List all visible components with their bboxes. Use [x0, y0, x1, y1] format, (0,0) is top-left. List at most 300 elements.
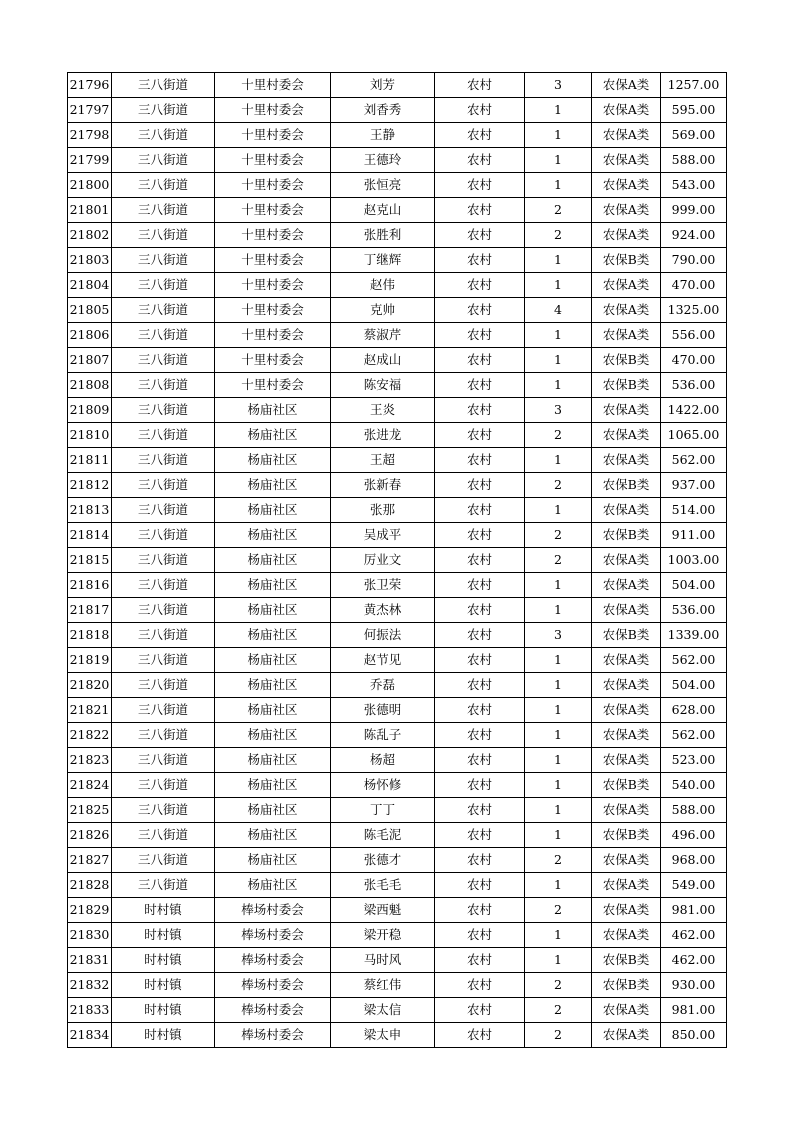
- community-cell: 十里村委会: [215, 198, 331, 223]
- community-cell: 杨庙社区: [215, 598, 331, 623]
- row-number-cell: 21819: [68, 648, 112, 673]
- count-cell: 1: [525, 323, 592, 348]
- street-cell: 三八街道: [112, 523, 215, 548]
- area-type-cell: 农村: [435, 223, 525, 248]
- amount-cell: 981.00: [661, 898, 727, 923]
- area-type-cell: 农村: [435, 548, 525, 573]
- area-type-cell: 农村: [435, 923, 525, 948]
- count-cell: 1: [525, 98, 592, 123]
- amount-cell: 850.00: [661, 1023, 727, 1048]
- count-cell: 1: [525, 798, 592, 823]
- area-type-cell: 农村: [435, 448, 525, 473]
- amount-cell: 1422.00: [661, 398, 727, 423]
- community-cell: 棒场村委会: [215, 948, 331, 973]
- count-cell: 1: [525, 373, 592, 398]
- name-cell: 蔡淑芹: [331, 323, 435, 348]
- area-type-cell: 农村: [435, 898, 525, 923]
- name-cell: 张胜利: [331, 223, 435, 248]
- count-cell: 1: [525, 348, 592, 373]
- area-type-cell: 农村: [435, 323, 525, 348]
- table-row: [68, 323, 727, 348]
- street-cell: 三八街道: [112, 498, 215, 523]
- category-cell: 农保B类: [592, 823, 661, 848]
- street-cell: 三八街道: [112, 798, 215, 823]
- category-cell: 农保A类: [592, 1023, 661, 1048]
- area-type-cell: 农村: [435, 748, 525, 773]
- street-cell: 三八街道: [112, 423, 215, 448]
- category-cell: 农保A类: [592, 748, 661, 773]
- name-cell: 赵克山: [331, 198, 435, 223]
- amount-cell: 504.00: [661, 673, 727, 698]
- count-cell: 3: [525, 623, 592, 648]
- name-cell: 刘香秀: [331, 98, 435, 123]
- name-cell: 张那: [331, 498, 435, 523]
- count-cell: 1: [525, 273, 592, 298]
- category-cell: 农保B类: [592, 773, 661, 798]
- amount-cell: 523.00: [661, 748, 727, 773]
- community-cell: 杨庙社区: [215, 398, 331, 423]
- amount-cell: 462.00: [661, 948, 727, 973]
- amount-cell: 496.00: [661, 823, 727, 848]
- table-row: [68, 298, 727, 323]
- community-cell: 十里村委会: [215, 373, 331, 398]
- amount-cell: 911.00: [661, 523, 727, 548]
- name-cell: 何振法: [331, 623, 435, 648]
- row-number-cell: 21797: [68, 98, 112, 123]
- count-cell: 2: [525, 423, 592, 448]
- community-cell: 杨庙社区: [215, 673, 331, 698]
- area-type-cell: 农村: [435, 948, 525, 973]
- amount-cell: 981.00: [661, 998, 727, 1023]
- amount-cell: 588.00: [661, 798, 727, 823]
- row-number-cell: 21803: [68, 248, 112, 273]
- category-cell: 农保A类: [592, 923, 661, 948]
- community-cell: 杨庙社区: [215, 623, 331, 648]
- amount-cell: 470.00: [661, 348, 727, 373]
- street-cell: 三八街道: [112, 748, 215, 773]
- area-type-cell: 农村: [435, 273, 525, 298]
- name-cell: 马时风: [331, 948, 435, 973]
- count-cell: 1: [525, 948, 592, 973]
- count-cell: 2: [525, 223, 592, 248]
- community-cell: 十里村委会: [215, 273, 331, 298]
- community-cell: 十里村委会: [215, 98, 331, 123]
- category-cell: 农保A类: [592, 798, 661, 823]
- table-row: [68, 73, 727, 98]
- row-number-cell: 21820: [68, 673, 112, 698]
- name-cell: 梁西魁: [331, 898, 435, 923]
- name-cell: 杨超: [331, 748, 435, 773]
- count-cell: 1: [525, 173, 592, 198]
- street-cell: 三八街道: [112, 648, 215, 673]
- count-cell: 2: [525, 898, 592, 923]
- row-number-cell: 21799: [68, 148, 112, 173]
- community-cell: 十里村委会: [215, 248, 331, 273]
- category-cell: 农保B类: [592, 348, 661, 373]
- amount-cell: 549.00: [661, 873, 727, 898]
- area-type-cell: 农村: [435, 173, 525, 198]
- category-cell: 农保A类: [592, 73, 661, 98]
- amount-cell: 562.00: [661, 448, 727, 473]
- street-cell: 三八街道: [112, 298, 215, 323]
- row-number-cell: 21827: [68, 848, 112, 873]
- street-cell: 三八街道: [112, 848, 215, 873]
- row-number-cell: 21798: [68, 123, 112, 148]
- area-type-cell: 农村: [435, 973, 525, 998]
- name-cell: 丁继辉: [331, 248, 435, 273]
- name-cell: 赵节见: [331, 648, 435, 673]
- table-row: [68, 598, 727, 623]
- name-cell: 丁丁: [331, 798, 435, 823]
- category-cell: 农保A类: [592, 448, 661, 473]
- category-cell: 农保B类: [592, 373, 661, 398]
- count-cell: 1: [525, 873, 592, 898]
- category-cell: 农保A类: [592, 673, 661, 698]
- community-cell: 杨庙社区: [215, 473, 331, 498]
- community-cell: 杨庙社区: [215, 748, 331, 773]
- street-cell: 三八街道: [112, 873, 215, 898]
- table-row: [68, 148, 727, 173]
- count-cell: 1: [525, 573, 592, 598]
- row-number-cell: 21811: [68, 448, 112, 473]
- street-cell: 三八街道: [112, 373, 215, 398]
- table-row: [68, 798, 727, 823]
- name-cell: 乔磊: [331, 673, 435, 698]
- table-row: [68, 1023, 727, 1048]
- category-cell: 农保A类: [592, 723, 661, 748]
- count-cell: 1: [525, 823, 592, 848]
- category-cell: 农保A类: [592, 223, 661, 248]
- street-cell: 三八街道: [112, 223, 215, 248]
- category-cell: 农保B类: [592, 523, 661, 548]
- row-number-cell: 21816: [68, 573, 112, 598]
- table-row: [68, 173, 727, 198]
- count-cell: 2: [525, 548, 592, 573]
- street-cell: 三八街道: [112, 623, 215, 648]
- amount-cell: 595.00: [661, 98, 727, 123]
- name-cell: 黄杰林: [331, 598, 435, 623]
- table-row: [68, 123, 727, 148]
- row-number-cell: 21796: [68, 73, 112, 98]
- community-cell: 棒场村委会: [215, 973, 331, 998]
- count-cell: 1: [525, 248, 592, 273]
- area-type-cell: 农村: [435, 798, 525, 823]
- name-cell: 陈乱子: [331, 723, 435, 748]
- street-cell: 时村镇: [112, 898, 215, 923]
- name-cell: 张德才: [331, 848, 435, 873]
- row-number-cell: 21804: [68, 273, 112, 298]
- row-number-cell: 21830: [68, 923, 112, 948]
- row-number-cell: 21805: [68, 298, 112, 323]
- category-cell: 农保A类: [592, 998, 661, 1023]
- row-number-cell: 21826: [68, 823, 112, 848]
- category-cell: 农保A类: [592, 648, 661, 673]
- count-cell: 1: [525, 648, 592, 673]
- street-cell: 三八街道: [112, 248, 215, 273]
- category-cell: 农保A类: [592, 698, 661, 723]
- area-type-cell: 农村: [435, 848, 525, 873]
- category-cell: 农保A类: [592, 148, 661, 173]
- table-row: [68, 673, 727, 698]
- area-type-cell: 农村: [435, 398, 525, 423]
- row-number-cell: 21817: [68, 598, 112, 623]
- area-type-cell: 农村: [435, 373, 525, 398]
- name-cell: 陈毛泥: [331, 823, 435, 848]
- name-cell: 克帅: [331, 298, 435, 323]
- community-cell: 十里村委会: [215, 148, 331, 173]
- table-row: [68, 623, 727, 648]
- row-number-cell: 21815: [68, 548, 112, 573]
- area-type-cell: 农村: [435, 73, 525, 98]
- name-cell: 张进龙: [331, 423, 435, 448]
- table-row: [68, 273, 727, 298]
- name-cell: 张毛毛: [331, 873, 435, 898]
- name-cell: 梁开稳: [331, 923, 435, 948]
- amount-cell: 588.00: [661, 148, 727, 173]
- name-cell: 吴成平: [331, 523, 435, 548]
- table-row: [68, 248, 727, 273]
- category-cell: 农保B类: [592, 973, 661, 998]
- category-cell: 农保A类: [592, 273, 661, 298]
- category-cell: 农保A类: [592, 298, 661, 323]
- row-number-cell: 21800: [68, 173, 112, 198]
- table-row: [68, 823, 727, 848]
- area-type-cell: 农村: [435, 498, 525, 523]
- table-row: [68, 373, 727, 398]
- row-number-cell: 21832: [68, 973, 112, 998]
- community-cell: 棒场村委会: [215, 898, 331, 923]
- community-cell: 杨庙社区: [215, 873, 331, 898]
- name-cell: 王静: [331, 123, 435, 148]
- area-type-cell: 农村: [435, 198, 525, 223]
- category-cell: 农保A类: [592, 323, 661, 348]
- table-row: [68, 473, 727, 498]
- count-cell: 2: [525, 998, 592, 1023]
- table-row: [68, 723, 727, 748]
- area-type-cell: 农村: [435, 648, 525, 673]
- category-cell: 农保A类: [592, 573, 661, 598]
- count-cell: 1: [525, 923, 592, 948]
- row-number-cell: 21801: [68, 198, 112, 223]
- amount-cell: 628.00: [661, 698, 727, 723]
- row-number-cell: 21833: [68, 998, 112, 1023]
- count-cell: 1: [525, 148, 592, 173]
- area-type-cell: 农村: [435, 723, 525, 748]
- name-cell: 赵伟: [331, 273, 435, 298]
- community-cell: 杨庙社区: [215, 798, 331, 823]
- street-cell: 三八街道: [112, 148, 215, 173]
- community-cell: 杨庙社区: [215, 498, 331, 523]
- category-cell: 农保A类: [592, 398, 661, 423]
- category-cell: 农保A类: [592, 173, 661, 198]
- street-cell: 时村镇: [112, 973, 215, 998]
- amount-cell: 540.00: [661, 773, 727, 798]
- street-cell: 三八街道: [112, 173, 215, 198]
- category-cell: 农保B类: [592, 623, 661, 648]
- count-cell: 1: [525, 673, 592, 698]
- table-row: [68, 973, 727, 998]
- table-row: [68, 448, 727, 473]
- count-cell: 1: [525, 748, 592, 773]
- amount-cell: 1339.00: [661, 623, 727, 648]
- name-cell: 张德明: [331, 698, 435, 723]
- count-cell: 2: [525, 523, 592, 548]
- community-cell: 十里村委会: [215, 348, 331, 373]
- amount-cell: 536.00: [661, 373, 727, 398]
- area-type-cell: 农村: [435, 998, 525, 1023]
- street-cell: 三八街道: [112, 598, 215, 623]
- row-number-cell: 21834: [68, 1023, 112, 1048]
- category-cell: 农保A类: [592, 898, 661, 923]
- row-number-cell: 21812: [68, 473, 112, 498]
- count-cell: 2: [525, 1023, 592, 1048]
- row-number-cell: 21831: [68, 948, 112, 973]
- community-cell: 棒场村委会: [215, 998, 331, 1023]
- community-cell: 杨庙社区: [215, 773, 331, 798]
- amount-cell: 556.00: [661, 323, 727, 348]
- table-row: [68, 398, 727, 423]
- amount-cell: 536.00: [661, 598, 727, 623]
- count-cell: 3: [525, 73, 592, 98]
- name-cell: 蔡红伟: [331, 973, 435, 998]
- area-type-cell: 农村: [435, 98, 525, 123]
- area-type-cell: 农村: [435, 598, 525, 623]
- area-type-cell: 农村: [435, 148, 525, 173]
- area-type-cell: 农村: [435, 473, 525, 498]
- name-cell: 杨怀修: [331, 773, 435, 798]
- community-cell: 杨庙社区: [215, 648, 331, 673]
- row-number-cell: 21823: [68, 748, 112, 773]
- category-cell: 农保A类: [592, 123, 661, 148]
- area-type-cell: 农村: [435, 773, 525, 798]
- count-cell: 2: [525, 973, 592, 998]
- street-cell: 三八街道: [112, 198, 215, 223]
- area-type-cell: 农村: [435, 348, 525, 373]
- count-cell: 1: [525, 723, 592, 748]
- amount-cell: 562.00: [661, 723, 727, 748]
- category-cell: 农保A类: [592, 598, 661, 623]
- row-number-cell: 21828: [68, 873, 112, 898]
- count-cell: 1: [525, 598, 592, 623]
- table-body: [68, 73, 727, 1048]
- amount-cell: 504.00: [661, 573, 727, 598]
- street-cell: 三八街道: [112, 773, 215, 798]
- table-row: [68, 498, 727, 523]
- row-number-cell: 21822: [68, 723, 112, 748]
- row-number-cell: 21802: [68, 223, 112, 248]
- community-cell: 杨庙社区: [215, 573, 331, 598]
- area-type-cell: 农村: [435, 248, 525, 273]
- document-page: [67, 72, 720, 1048]
- table-row: [68, 873, 727, 898]
- table-row: [68, 698, 727, 723]
- area-type-cell: 农村: [435, 823, 525, 848]
- count-cell: 3: [525, 398, 592, 423]
- amount-cell: 1003.00: [661, 548, 727, 573]
- street-cell: 三八街道: [112, 448, 215, 473]
- community-cell: 杨庙社区: [215, 548, 331, 573]
- community-cell: 十里村委会: [215, 73, 331, 98]
- area-type-cell: 农村: [435, 873, 525, 898]
- street-cell: 三八街道: [112, 123, 215, 148]
- amount-cell: 790.00: [661, 248, 727, 273]
- name-cell: 厉业文: [331, 548, 435, 573]
- amount-cell: 1257.00: [661, 73, 727, 98]
- street-cell: 三八街道: [112, 73, 215, 98]
- count-cell: 2: [525, 473, 592, 498]
- street-cell: 时村镇: [112, 1023, 215, 1048]
- name-cell: 梁太信: [331, 998, 435, 1023]
- community-cell: 十里村委会: [215, 173, 331, 198]
- area-type-cell: 农村: [435, 423, 525, 448]
- category-cell: 农保A类: [592, 498, 661, 523]
- amount-cell: 569.00: [661, 123, 727, 148]
- amount-cell: 462.00: [661, 923, 727, 948]
- table-row: [68, 773, 727, 798]
- street-cell: 三八街道: [112, 473, 215, 498]
- community-cell: 十里村委会: [215, 123, 331, 148]
- street-cell: 三八街道: [112, 673, 215, 698]
- street-cell: 时村镇: [112, 948, 215, 973]
- street-cell: 三八街道: [112, 698, 215, 723]
- area-type-cell: 农村: [435, 623, 525, 648]
- table-row: [68, 198, 727, 223]
- data-table: [67, 72, 727, 1048]
- table-row: [68, 423, 727, 448]
- community-cell: 杨庙社区: [215, 723, 331, 748]
- name-cell: 王超: [331, 448, 435, 473]
- category-cell: 农保B类: [592, 473, 661, 498]
- category-cell: 农保A类: [592, 98, 661, 123]
- category-cell: 农保B类: [592, 948, 661, 973]
- table-row: [68, 98, 727, 123]
- table-row: [68, 948, 727, 973]
- name-cell: 王德玲: [331, 148, 435, 173]
- count-cell: 1: [525, 448, 592, 473]
- name-cell: 王炎: [331, 398, 435, 423]
- community-cell: 杨庙社区: [215, 423, 331, 448]
- table-row: [68, 573, 727, 598]
- row-number-cell: 21809: [68, 398, 112, 423]
- count-cell: 1: [525, 123, 592, 148]
- area-type-cell: 农村: [435, 673, 525, 698]
- community-cell: 十里村委会: [215, 298, 331, 323]
- count-cell: 2: [525, 848, 592, 873]
- street-cell: 时村镇: [112, 923, 215, 948]
- row-number-cell: 21814: [68, 523, 112, 548]
- row-number-cell: 21818: [68, 623, 112, 648]
- name-cell: 张卫荣: [331, 573, 435, 598]
- area-type-cell: 农村: [435, 573, 525, 598]
- street-cell: 三八街道: [112, 98, 215, 123]
- count-cell: 4: [525, 298, 592, 323]
- amount-cell: 937.00: [661, 473, 727, 498]
- row-number-cell: 21829: [68, 898, 112, 923]
- community-cell: 杨庙社区: [215, 848, 331, 873]
- table-row: [68, 848, 727, 873]
- street-cell: 三八街道: [112, 348, 215, 373]
- name-cell: 赵成山: [331, 348, 435, 373]
- category-cell: 农保A类: [592, 198, 661, 223]
- community-cell: 棒场村委会: [215, 1023, 331, 1048]
- amount-cell: 543.00: [661, 173, 727, 198]
- count-cell: 1: [525, 773, 592, 798]
- amount-cell: 1325.00: [661, 298, 727, 323]
- row-number-cell: 21813: [68, 498, 112, 523]
- row-number-cell: 21806: [68, 323, 112, 348]
- table-row: [68, 748, 727, 773]
- name-cell: 陈安福: [331, 373, 435, 398]
